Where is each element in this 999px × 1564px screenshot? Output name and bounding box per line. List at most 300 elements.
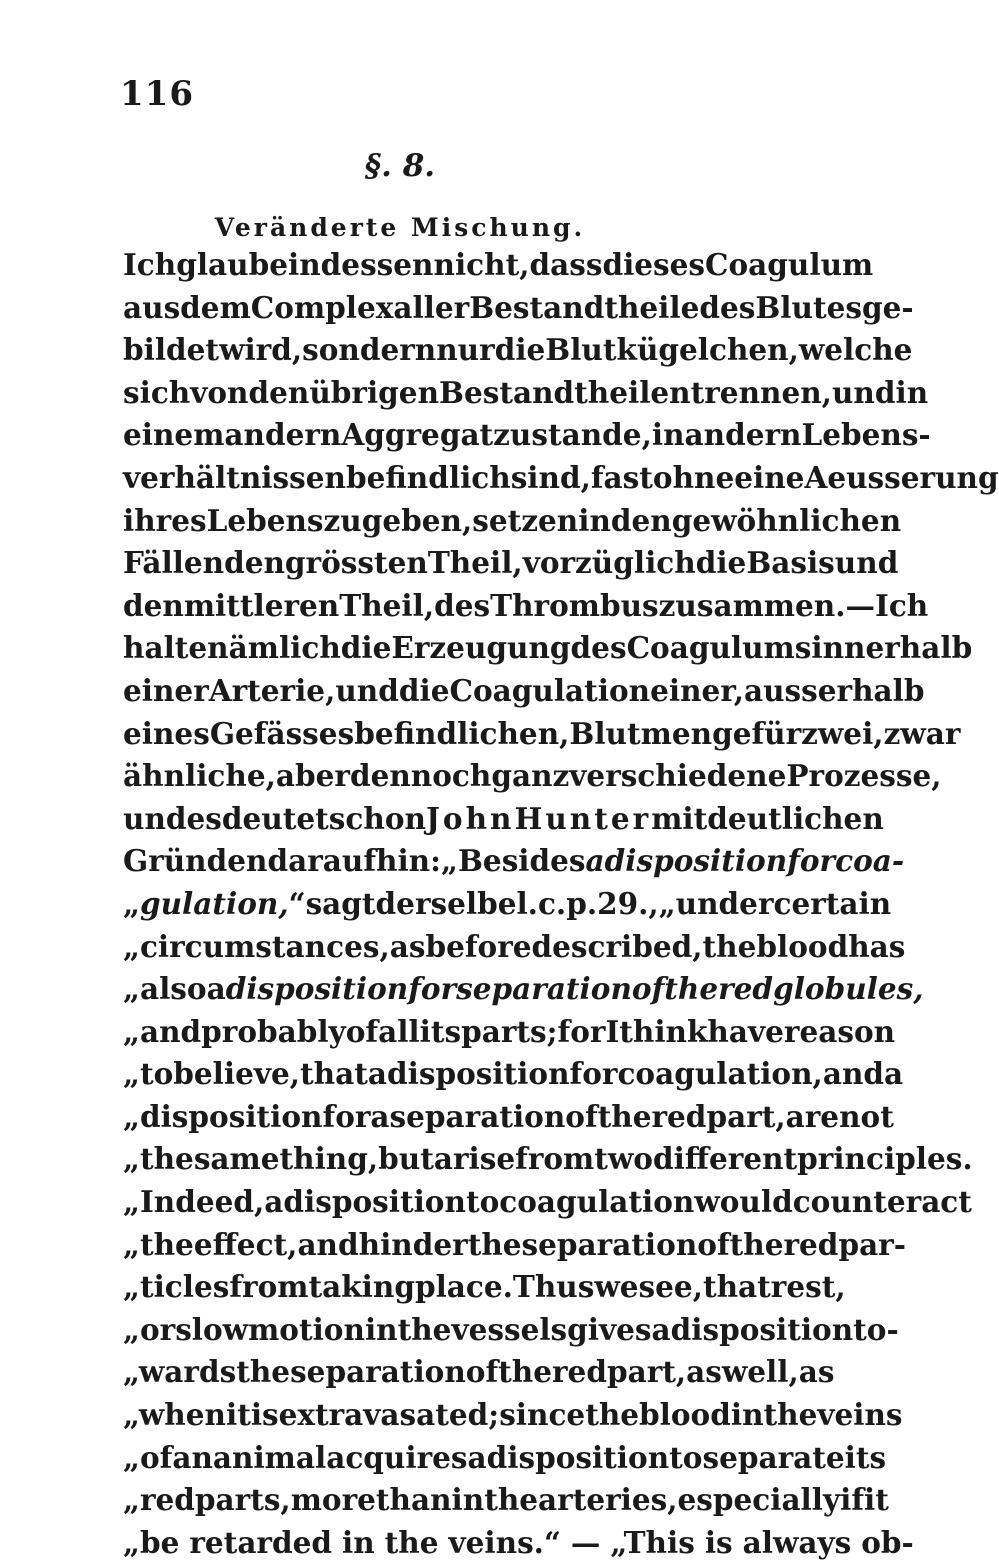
word-part: ausserhalb — [743, 672, 925, 708]
word — [835, 840, 904, 883]
word — [627, 627, 812, 670]
word-part: the — [236, 1354, 291, 1390]
word — [251, 287, 394, 330]
word-part: in — [578, 502, 611, 538]
word — [385, 1522, 439, 1564]
word-part: coagulation — [499, 1184, 695, 1220]
word — [428, 542, 523, 585]
word — [651, 798, 707, 841]
word — [558, 1011, 606, 1054]
word-part: separation — [521, 1226, 698, 1262]
word — [514, 798, 651, 841]
word — [123, 1096, 323, 1139]
word — [722, 1351, 799, 1394]
word — [472, 500, 578, 543]
word-part: deutet — [221, 800, 329, 836]
word — [594, 1138, 653, 1181]
word — [302, 329, 436, 372]
word — [368, 1053, 387, 1096]
word — [123, 1394, 226, 1437]
word-part: andern — [224, 417, 342, 453]
word-part: zusammen. — [658, 587, 846, 623]
word-part: Ich — [123, 247, 177, 282]
word — [426, 798, 515, 841]
word-part: „This — [610, 1524, 695, 1560]
word — [862, 287, 914, 330]
word — [786, 755, 941, 798]
word-part: slow — [175, 1311, 249, 1347]
word — [180, 287, 251, 330]
word-part: Hunter — [514, 800, 652, 836]
word — [799, 1351, 835, 1394]
word — [408, 968, 456, 1011]
word-part: verhältnissen — [123, 459, 346, 495]
word — [123, 755, 276, 798]
text-line — [123, 883, 892, 926]
word-part: c. — [537, 885, 567, 921]
word — [123, 713, 210, 756]
word-part: parts, — [194, 1482, 291, 1518]
word — [123, 1309, 175, 1352]
word-part: innerhalb — [811, 630, 973, 666]
word-part: Basis — [746, 545, 835, 581]
word — [703, 1266, 771, 1309]
word — [224, 542, 285, 585]
word — [523, 542, 696, 585]
word — [598, 1096, 652, 1139]
word-part: animal — [212, 1439, 327, 1475]
word — [176, 244, 288, 287]
word — [650, 670, 744, 713]
word — [123, 798, 187, 841]
word-part: a — [206, 971, 226, 1007]
word — [436, 329, 494, 372]
word — [439, 372, 691, 415]
word-part: Fällen — [123, 545, 225, 581]
word-part: — — [570, 1524, 601, 1560]
word-part: I — [605, 1013, 620, 1049]
word — [730, 1224, 784, 1267]
word-part: of — [345, 1013, 379, 1049]
text-line — [123, 1053, 904, 1096]
word-part: Blutmenge — [569, 715, 752, 751]
word-part: “ — [288, 885, 306, 921]
word-part: halte — [123, 630, 208, 666]
word-part: we — [594, 1269, 639, 1305]
word — [123, 585, 184, 628]
word — [487, 1437, 670, 1480]
word-part: ge- — [861, 289, 914, 325]
section-title: Veränderte Mischung. — [214, 213, 586, 242]
word-part: deutlichen — [707, 800, 884, 836]
word — [123, 926, 390, 969]
word-part: well, — [721, 1354, 799, 1390]
word-part: the — [729, 1226, 784, 1262]
word — [569, 755, 786, 798]
word — [434, 585, 490, 628]
text-line — [123, 627, 973, 670]
word — [425, 926, 531, 969]
word — [123, 627, 207, 670]
text-line — [123, 1096, 894, 1139]
text-line — [123, 1351, 835, 1394]
word — [283, 1181, 466, 1224]
word-part: same — [193, 1141, 280, 1177]
word — [499, 1394, 585, 1437]
word — [291, 1479, 376, 1522]
word-part: effect, — [193, 1226, 298, 1262]
word-part: see, — [638, 1269, 703, 1305]
word — [875, 585, 928, 628]
word-part: dass — [529, 247, 603, 282]
word-part: sind, — [510, 459, 591, 495]
word — [194, 1138, 280, 1181]
word — [605, 1011, 619, 1054]
word-part: in — [651, 417, 685, 453]
word — [456, 968, 632, 1011]
word-part: the — [664, 971, 719, 1007]
word-part: a — [370, 1098, 390, 1134]
word — [123, 1181, 264, 1224]
word — [391, 627, 570, 670]
word — [585, 1394, 639, 1437]
word-part: for — [569, 1056, 618, 1092]
word-part: before — [425, 928, 532, 964]
word-part: „red — [123, 1482, 195, 1518]
word-part: Complex — [250, 289, 394, 325]
word-part: „also — [123, 971, 207, 1007]
word — [222, 798, 329, 841]
word — [605, 840, 788, 883]
word-part: Lebens — [206, 502, 324, 538]
word-part: of — [565, 1098, 598, 1134]
word — [376, 883, 517, 926]
word-part: den — [224, 545, 285, 581]
word — [123, 287, 180, 330]
word — [832, 372, 896, 415]
word — [678, 1479, 841, 1522]
text-line — [123, 755, 942, 798]
word — [350, 755, 491, 798]
word-part: part, — [706, 1098, 786, 1134]
text-line — [123, 1011, 896, 1054]
word — [190, 372, 248, 415]
text-line — [123, 713, 961, 756]
word — [288, 244, 433, 287]
word — [415, 1266, 513, 1309]
text-line — [123, 1522, 914, 1564]
word — [300, 1053, 368, 1096]
word-part: principles. — [797, 1141, 973, 1177]
word-part: it — [225, 1397, 251, 1433]
word — [226, 968, 409, 1011]
word-part: dieses — [602, 247, 706, 282]
word-part: „the — [123, 1226, 194, 1262]
word-part: Theil, — [339, 587, 435, 623]
word-part: „Indeed, — [123, 1184, 265, 1220]
word-part: described, — [531, 928, 703, 964]
text-line — [123, 414, 931, 457]
word-part: setzen — [472, 502, 579, 538]
text-line — [123, 1479, 889, 1522]
word-part: thing, — [279, 1141, 379, 1177]
text-line — [123, 585, 929, 628]
word — [279, 1394, 500, 1437]
word — [611, 500, 672, 543]
word — [468, 1224, 522, 1267]
word-part: Aeusserung — [804, 459, 999, 495]
word-part: an — [172, 1439, 213, 1475]
word — [755, 287, 862, 330]
word — [731, 1394, 764, 1437]
word-part: arteries, — [538, 1482, 678, 1518]
word-part: the — [397, 1311, 452, 1347]
word-part: rest, — [770, 1269, 846, 1305]
word — [484, 1479, 538, 1522]
word — [466, 1351, 498, 1394]
word-part: „when — [123, 1397, 226, 1433]
word — [365, 1309, 398, 1352]
word-part: that — [300, 1056, 368, 1092]
word-part: in — [342, 1524, 375, 1560]
word-part: und — [123, 800, 187, 836]
word — [390, 926, 426, 969]
word — [251, 1394, 279, 1437]
word — [173, 1053, 300, 1096]
word — [452, 1479, 485, 1522]
word — [864, 1479, 889, 1522]
word-part: und — [831, 374, 896, 410]
word — [861, 1522, 914, 1564]
word — [362, 500, 473, 543]
word — [552, 1351, 607, 1394]
word-part: welche — [798, 332, 913, 368]
word — [686, 1351, 722, 1394]
text-line — [123, 670, 925, 713]
word — [123, 1479, 195, 1522]
word-part: „circumstances, — [123, 928, 390, 964]
word-part: vorzüglich — [522, 545, 696, 581]
word — [123, 1138, 194, 1181]
word-part: die — [494, 332, 546, 368]
word-part: to — [669, 1439, 703, 1475]
text-line — [123, 968, 924, 1011]
text-line — [123, 372, 929, 415]
word-part: eine — [734, 459, 805, 495]
word-part: des — [570, 630, 627, 666]
word-part: zwar — [883, 715, 961, 751]
word — [705, 244, 873, 287]
word — [884, 1053, 903, 1096]
word — [652, 1096, 707, 1139]
word — [707, 1011, 783, 1054]
word-part: es — [186, 800, 222, 836]
word — [378, 1138, 434, 1181]
word-part: „and — [123, 1013, 202, 1049]
word-part: a — [651, 1311, 671, 1347]
word-part: believe, — [173, 1056, 301, 1092]
word-part: of — [631, 971, 665, 1007]
word-part: aus — [123, 289, 181, 325]
word-part: indessen — [288, 247, 434, 282]
word — [691, 372, 832, 415]
word — [194, 1224, 298, 1267]
word — [764, 1394, 818, 1437]
word — [399, 670, 450, 713]
word — [784, 1011, 895, 1054]
word — [639, 1266, 703, 1309]
word — [703, 926, 757, 969]
word-part: arise — [433, 1141, 516, 1177]
word — [491, 755, 569, 798]
word-part: „wards — [123, 1354, 237, 1390]
word — [884, 713, 961, 756]
word-part: probably — [201, 1013, 346, 1049]
word-part: would — [694, 1184, 793, 1220]
word — [773, 968, 923, 1011]
word-part: eines — [123, 715, 210, 751]
word-part: counteract — [792, 1184, 972, 1220]
word-part: Lebens- — [801, 417, 931, 453]
text-line — [123, 1394, 903, 1437]
word — [249, 372, 310, 415]
word-part: in — [451, 1482, 485, 1518]
word-part: the — [585, 1397, 640, 1433]
word-part: Ich — [875, 587, 929, 623]
word — [324, 500, 362, 543]
word-part: its — [844, 1439, 887, 1475]
word — [797, 1138, 972, 1181]
word-part: hinder — [358, 1226, 468, 1262]
word-part: Gefässes — [209, 715, 355, 751]
word-part: for — [787, 843, 836, 879]
word — [342, 1522, 375, 1564]
word-part: coagulation, — [617, 1056, 823, 1092]
word-part: John — [425, 800, 515, 836]
text-line — [123, 840, 905, 883]
word-part: nicht, — [433, 247, 530, 282]
word-part: all — [378, 1013, 420, 1049]
word-part: Arterie, — [208, 672, 336, 708]
text-line — [123, 1138, 973, 1181]
word-part: — — [845, 587, 876, 623]
word — [219, 329, 302, 372]
word-part: „or — [123, 1311, 176, 1347]
word-part: veins — [817, 1397, 903, 1433]
word — [248, 1309, 365, 1352]
word — [195, 1479, 291, 1522]
word — [376, 840, 441, 883]
word — [702, 1437, 844, 1480]
word-part: for — [557, 1013, 606, 1049]
word-part: „ — [123, 885, 140, 921]
word — [329, 798, 426, 841]
word — [619, 1011, 707, 1054]
word-part: Bestandtheilen — [439, 374, 691, 410]
word — [123, 968, 207, 1011]
word-part: red — [783, 1226, 839, 1262]
word-part: Blutkügelchen, — [545, 332, 799, 368]
word — [123, 1011, 201, 1054]
word — [793, 1181, 972, 1224]
word-part: die — [695, 545, 747, 581]
word-part: the — [702, 928, 757, 964]
word — [341, 627, 392, 670]
text-line — [123, 1181, 972, 1224]
word-part: Gründen — [123, 843, 268, 879]
word — [617, 1053, 822, 1096]
word-part: Theil, — [427, 545, 523, 581]
word-part: since — [499, 1397, 586, 1433]
word — [516, 883, 537, 926]
word — [123, 542, 224, 585]
word — [699, 287, 755, 330]
word-part: extravasated; — [278, 1397, 500, 1433]
word-part: von — [190, 374, 249, 410]
word-part: übrigen — [309, 374, 440, 410]
word-part: sagt — [305, 885, 376, 921]
word — [685, 414, 802, 457]
word-part: ihres — [123, 502, 207, 538]
word — [823, 1053, 884, 1096]
word-part: und — [335, 672, 399, 708]
word — [306, 883, 376, 926]
word-part: in — [364, 1311, 398, 1347]
word — [451, 1309, 567, 1352]
word-part: zu — [323, 502, 362, 538]
word — [280, 1138, 379, 1181]
word-part: andern — [684, 417, 802, 453]
word — [804, 457, 998, 500]
word — [354, 713, 569, 756]
word — [597, 883, 659, 926]
word-part: to — [465, 1184, 500, 1220]
word — [835, 542, 899, 585]
word — [123, 500, 207, 543]
word — [515, 1138, 594, 1181]
word — [387, 1053, 570, 1096]
word — [498, 1351, 552, 1394]
word-part: and — [822, 1056, 885, 1092]
word — [706, 1096, 785, 1139]
word — [545, 329, 799, 372]
word — [175, 1309, 248, 1352]
word-part: dennoch — [349, 758, 492, 794]
word-part: a — [264, 1184, 284, 1220]
word — [420, 1011, 461, 1054]
word-part: Coagulation — [449, 672, 651, 708]
word — [652, 414, 685, 457]
word-part: taking — [308, 1269, 415, 1305]
word-part: a — [367, 1056, 387, 1092]
word — [848, 926, 905, 969]
word-part: than — [375, 1482, 452, 1518]
word-part: verschiedene — [569, 758, 787, 794]
word-part: and — [297, 1226, 359, 1262]
word-part: bildet — [123, 332, 220, 368]
text-line — [123, 457, 999, 500]
word-part: are — [785, 1098, 840, 1134]
word — [672, 500, 901, 543]
word-part: mittleren — [183, 587, 340, 623]
text-line — [123, 542, 899, 585]
word-part: für — [751, 715, 802, 751]
word-part: „of — [123, 1439, 173, 1475]
word-part: separation — [456, 971, 632, 1007]
word — [853, 1309, 899, 1352]
word-part: in — [895, 374, 929, 410]
word-part: that — [702, 1269, 771, 1305]
